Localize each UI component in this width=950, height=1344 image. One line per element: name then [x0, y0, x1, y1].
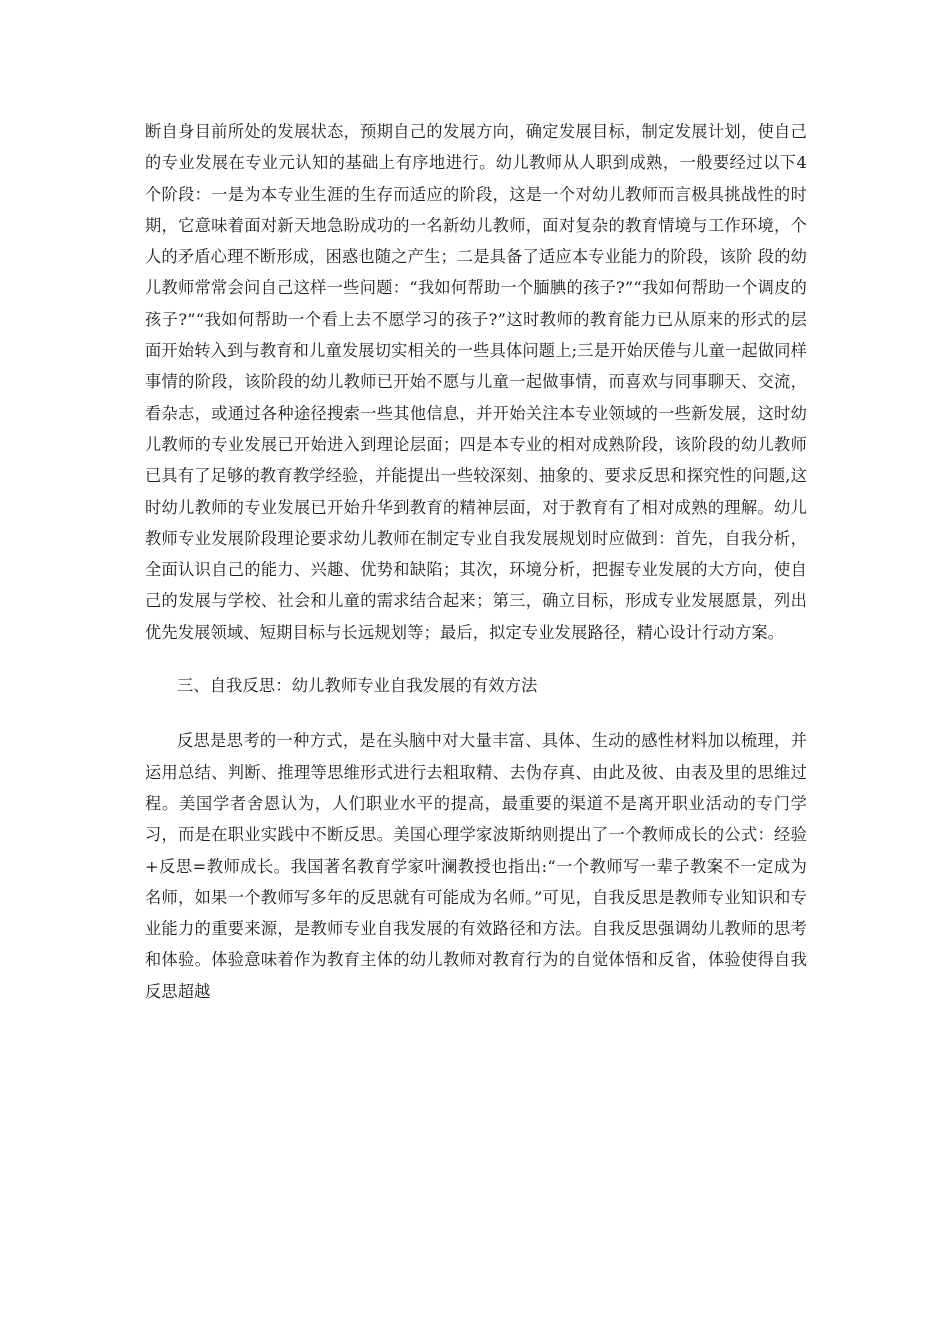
section-heading: 三、自我反思：幼儿教师专业自我发展的有效方法 — [177, 676, 538, 696]
body-paragraph-stages: 断自身目前所处的发展状态，预期自己的发展方向，确定发展目标，制定发展计划，使自己的专业发展在专业元认知的基础上有序地进行。幼儿教师从人职到成熟，一般要经过以下4个阶段：一是为本专业生涯的生存而适应的阶段，这是一个对幼儿教师而言极具挑战性的时期，它意味着面对新天地急盼成功的一名新幼儿教师，面对复杂的教育情境与工作环境，个人的矛盾心理不断形成，困惑也随之产生；二是具备了适应本专业能力的阶段，该阶 段的幼儿教师常常会问自己这样一些问题：“我如何帮助一个腼腆的孩子?”“我如何帮助一个调皮的孩子?”“我如何帮助一个看上去不愿学习的孩子?”这时教师的教育能力已从原来的形式的层面开始转入到与教育和儿童发展切实相关的一些具体问题上;三是开始厌倦与儿童一起做同样事情的阶段，该阶段的幼儿教师已开始不愿与儿童一起做事情，而喜欢与同事聊天、交流，看杂志，或通过各种途径搜索一些其他信息，并开始关注本专业领域的一些新发展，这时幼儿教师的专业发展已开始进入到理论层面；四是本专业的相对成熟阶段，该阶段的幼儿教师已具有了足够的教育教学经验，并能提出一些较深刻、抽象的、要求反思和探究性的问题,这时幼儿教师的专业发展已开始升华到教育的精神层面，对于教育有了相对成熟的理解。幼儿教师专业发展阶段理论要求幼儿教师在制定专业自我发展规划时应做到：首先，自我分析，全面认识自己的能力、兴趣、优势和缺陷；其次，环境分析，把握专业发展的大方向，使自己的发展与学校、社会和儿童的需求结合起来；第三，确立目标，形成专业发展愿景，列出优先发展领域、短期目标与长远规划等；最后，拟定专业发展路径，精心设计行动方案。 — [145, 122, 807, 642]
document-page — [145, 116, 807, 1007]
body-paragraph-reflection: 反思是思考的一种方式，是在头脑中对大量丰富、具体、生动的感性材料加以梳理，并运用总结、判断、推理等思维形式进行去粗取精、去伪存真、由此及彼、由表及里的思维过程。美国学者舍恩认为，人们职业水平的提高，最重要的渠道不是离开职业活动的专门学习，而是在职业实践中不断反思。美国心理学家波斯纳则提出了一个教师成长的公式：经验+反思=教师成长。我国著名教育学家叶澜教授也指出:“一个教师写一辈子教案不一定成为名师，如果一个教师写多年的反思就有可能成为名师。”可见，自我反思是教师专业知识和专业能力的重要来源，是教师专业自我发展的有效路径和方法。自我反思强调幼儿教师的思考和体验。体验意味着作为教育主体的幼儿教师对教育行为的自觉体悟和反省，体验使得自我反思超越 — [145, 731, 807, 1001]
